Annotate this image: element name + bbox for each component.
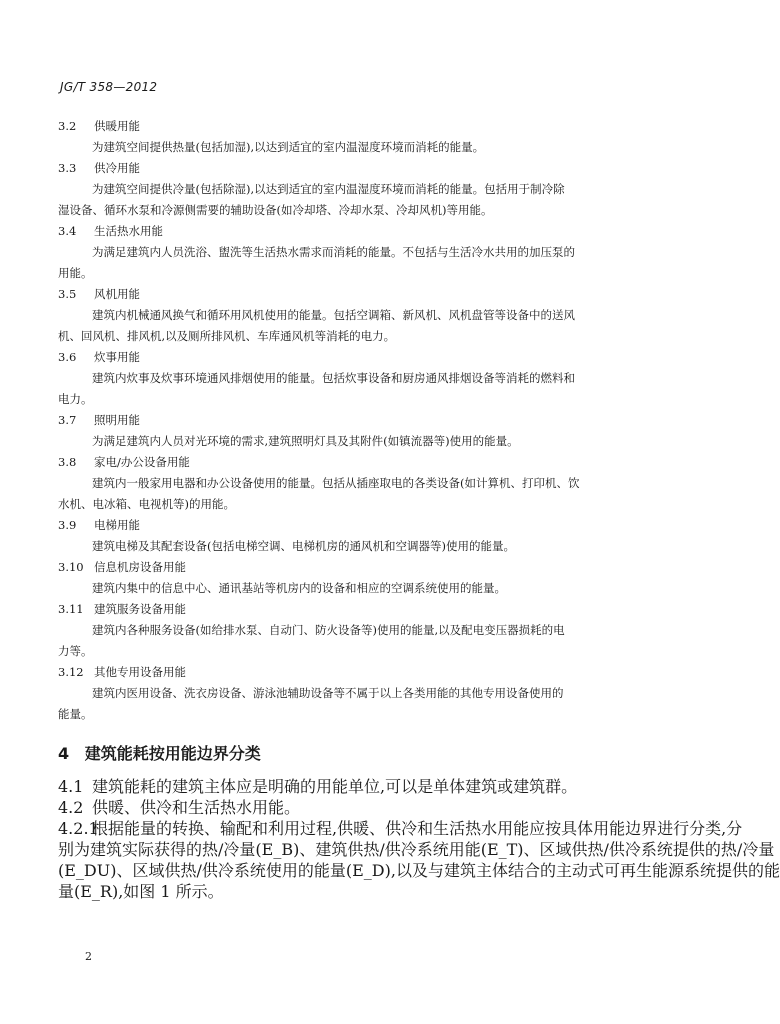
definition-text: 力等。 — [58, 644, 93, 658]
definition-heading — [58, 347, 638, 368]
clause-text: 建筑能耗的建筑主体应是明确的用能单位,可以是单体建筑或建筑群。 — [92, 777, 578, 796]
clause-number: 4.2 — [58, 798, 84, 817]
clause-line: (E_DU)、区域供热/供冷系统使用的能量(E_D),以及与建筑主体结合的主动式可再生能源系统提供的能 — [58, 861, 780, 880]
definition-text: 机、回风机、排风机,以及厕所排风机、车库通风机等消耗的电力。 — [58, 329, 396, 343]
definition-text: 建筑内炊事及炊事环境通风排烟使用的能量。包括炊事设备和厨房通风排烟设备等消耗的燃料和 — [92, 371, 575, 385]
definition-item — [58, 662, 638, 725]
definition-heading — [58, 158, 638, 179]
definition-number: 3.6 — [58, 350, 77, 364]
definition-title: 炊事用能 — [94, 350, 140, 364]
definition-number: 3.10 — [58, 560, 84, 574]
definition-heading — [58, 410, 638, 431]
definition-item — [58, 515, 638, 557]
definition-text: 电力。 — [58, 392, 93, 406]
definition-item — [58, 284, 638, 347]
definition-title: 信息机房设备用能 — [94, 560, 186, 574]
definition-text: 建筑内集中的信息中心、通讯基站等机房内的设备和相应的空调系统使用的能量。 — [92, 581, 506, 595]
definition-title: 风机用能 — [94, 287, 140, 301]
definition-item — [58, 221, 638, 284]
clause-line — [58, 818, 743, 839]
definition-item — [58, 158, 638, 221]
clause-line: 别为建筑实际获得的热/冷量(E_B)、建筑供热/供冷系统用能(E_T)、区域供热/供冷系统提供的热/冷量 — [58, 840, 775, 859]
definition-text: 为建筑空间提供热量(包括加湿),以达到适宜的室内温湿度环境而消耗的能量。 — [92, 140, 485, 154]
clause — [58, 797, 638, 818]
definition-text: 建筑内机械通风换气和循环用风机使用的能量。包括空调箱、新风机、风机盘管等设备中的送风 — [92, 308, 575, 322]
clause-4-2-1 — [58, 818, 780, 902]
definition-text: 为满足建筑内人员对光环境的需求,建筑照明灯具及其附件(如镇流器等)使用的能量。 — [92, 434, 519, 448]
definition-title: 家电/办公设备用能 — [94, 455, 190, 469]
definition-text: 为满足建筑内人员洗浴、盥洗等生活热水需求而消耗的能量。不包括与生活冷水共用的加压泵的 — [92, 245, 575, 259]
definition-text: 能量。 — [58, 707, 93, 721]
definition-title: 照明用能 — [94, 413, 140, 427]
definition-title: 供冷用能 — [94, 161, 140, 175]
definition-text: 建筑电梯及其配套设备(包括电梯空调、电梯机房的通风机和空调器等)使用的能量。 — [92, 539, 515, 553]
definition-text: 湿设备、循环水泵和冷源侧需要的辅助设备(如冷却塔、冷却水泵、冷却风机)等用能。 — [58, 203, 493, 217]
document-body — [58, 116, 780, 902]
definition-text: 建筑内医用设备、洗衣房设备、游泳池辅助设备等不属于以上各类用能的其他专用设备使用的 — [92, 686, 564, 700]
definition-text: 为建筑空间提供冷量(包括除湿),以达到适宜的室内温湿度环境而消耗的能量。包括用于制冷除 — [92, 182, 565, 196]
definition-title: 供暖用能 — [94, 119, 140, 133]
definition-title: 电梯用能 — [94, 518, 140, 532]
section-number: 4 — [58, 744, 70, 763]
definition-number: 3.11 — [58, 602, 84, 616]
definition-heading — [58, 515, 638, 536]
clause-list — [58, 776, 638, 818]
clause — [58, 776, 638, 797]
clause-line: 量(E_R),如图 1 所示。 — [58, 882, 224, 901]
definition-heading — [58, 662, 638, 683]
definition-text: 建筑内一般家用电器和办公设备使用的能量。包括从插座取电的各类设备(如计算机、打印机、饮 — [92, 476, 580, 490]
definition-item — [58, 557, 638, 599]
definition-number: 3.12 — [58, 665, 84, 679]
clause-number: 4.1 — [58, 777, 84, 796]
definition-number: 3.4 — [58, 224, 77, 238]
definition-text: 建筑内各种服务设备(如给排水泵、自动门、防火设备等)使用的能量,以及配电变压器损耗的电 — [92, 623, 565, 637]
definition-heading — [58, 116, 638, 137]
definition-heading — [58, 599, 638, 620]
definition-item — [58, 452, 638, 515]
definition-heading — [58, 452, 638, 473]
definition-text: 用能。 — [58, 266, 93, 280]
definition-title: 生活热水用能 — [94, 224, 163, 238]
definition-number: 3.7 — [58, 413, 77, 427]
definition-number: 3.3 — [58, 161, 77, 175]
clause-text: 供暖、供冷和生活热水用能。 — [92, 798, 301, 817]
section-title: 建筑能耗按用能边界分类 — [84, 744, 261, 763]
section-4-heading — [58, 743, 638, 764]
definition-number: 3.9 — [58, 518, 77, 532]
definition-heading — [58, 284, 638, 305]
definition-item — [58, 116, 638, 158]
definition-number: 3.8 — [58, 455, 77, 469]
definition-title: 建筑服务设备用能 — [94, 602, 186, 616]
clause-text: 根据能量的转换、输配和利用过程,供暖、供冷和生活热水用能应按具体用能边界进行分类,分 — [92, 819, 743, 838]
document-header: JG/T 358—2012 — [60, 80, 158, 94]
definition-item — [58, 410, 638, 452]
page-number: 2 — [85, 950, 92, 963]
definition-item — [58, 599, 638, 662]
definition-heading — [58, 221, 638, 242]
definition-number: 3.5 — [58, 287, 77, 301]
definition-title: 其他专用设备用能 — [94, 665, 186, 679]
definition-list — [58, 116, 638, 725]
definition-text: 水机、电冰箱、电视机等)的用能。 — [58, 497, 235, 511]
clause-number: 4.2.1 — [58, 819, 99, 838]
definition-heading — [58, 557, 638, 578]
definition-number: 3.2 — [58, 119, 77, 133]
definition-item — [58, 347, 638, 410]
